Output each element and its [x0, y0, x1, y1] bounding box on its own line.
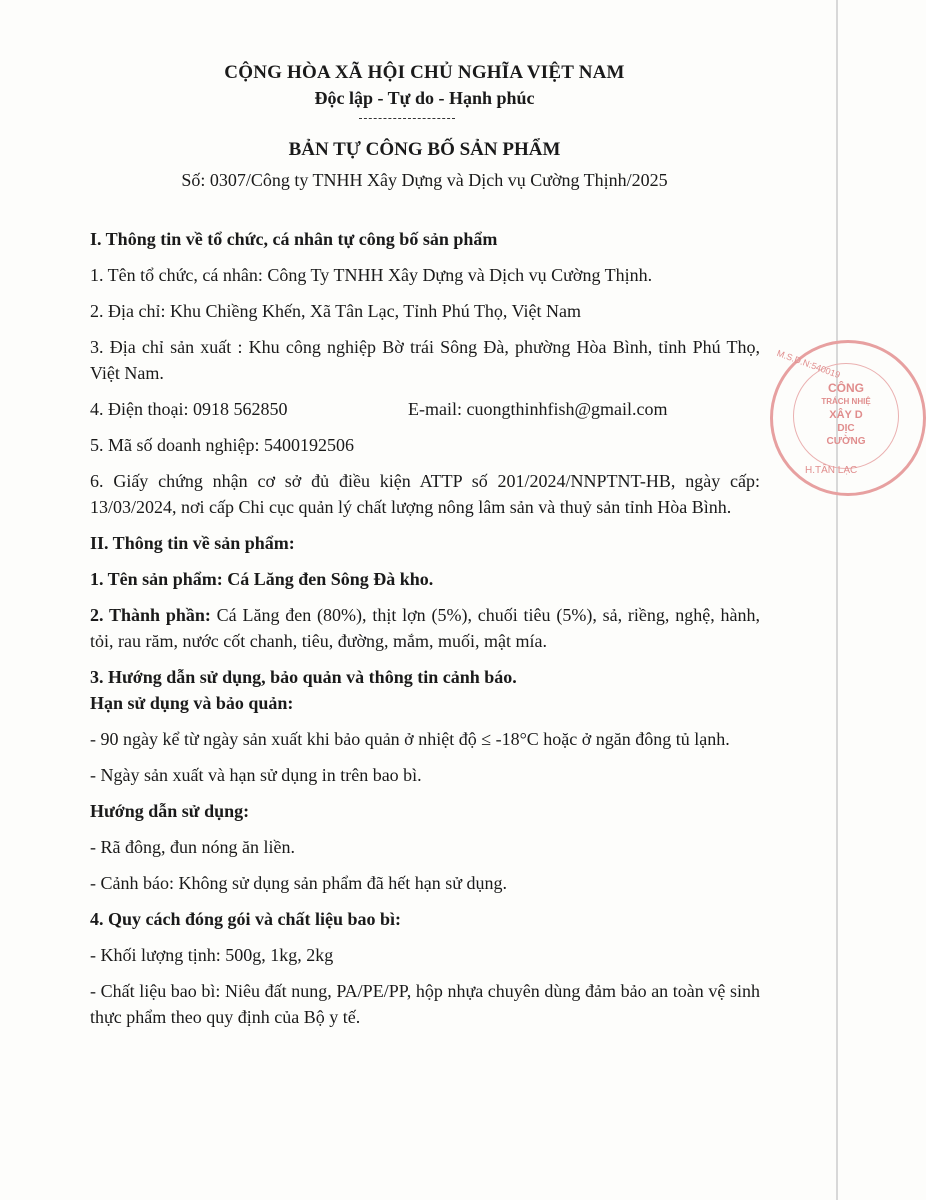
seal-tax-code: M.S.D.N:540019: [775, 348, 842, 381]
seal-line-3: XÂY D: [829, 409, 863, 421]
packing-title: 4. Quy cách đóng gói và chất liệu bao bì:: [90, 909, 402, 929]
ingredients: [90, 602, 760, 654]
shelf-life-title: Hạn sử dụng và bảo quản:: [90, 693, 294, 713]
food-safety-certificate: 6. Giấy chứng nhận cơ sở đủ điều kiện ATTP số 201/2024/NNPTNT-HB, ngày cấp: 13/03/2024, nơi cấp Chi cục quản lý chất lượng nông lâm sản và thuỷ sản tỉnh Hòa Bình.: [90, 471, 760, 517]
ingredients-text: Cá Lăng đen (80%), thịt lợn (5%), chuối tiêu (5%), sả, riềng, nghệ, hành, tỏi, rau răm, nước cốt chanh, tiêu, đường, mắm, muối, mật mía.: [90, 605, 760, 651]
company-seal-stamp: [770, 340, 926, 496]
seal-line-5: CƯỜNG: [826, 436, 866, 447]
production-address: 3. Địa chỉ sản xuất : Khu công nghiệp Bờ trái Sông Đà, phường Hòa Bình, tỉnh Phú Thọ, Việt Nam.: [90, 337, 760, 383]
net-weight: - Khối lượng tịnh: 500g, 1kg, 2kg: [90, 945, 334, 965]
motto: Độc lập - Tự do - Hạnh phúc: [314, 88, 535, 108]
warning: - Cảnh báo: Không sử dụng sản phẩm đã hết hạn sử dụng.: [90, 873, 507, 893]
shelf-life-1: - 90 ngày kể từ ngày sản xuất khi bảo quản ở nhiệt độ ≤ -18°C hoặc ở ngăn đông tủ lạnh.: [90, 729, 730, 749]
republic-header: CỘNG HÒA XÃ HỘI CHỦ NGHĨA VIỆT NAM: [224, 62, 625, 83]
shelf-life-2: - Ngày sản xuất và hạn sử dụng in trên bao bì.: [90, 765, 422, 785]
contact-row: [90, 396, 760, 422]
seal-location: H.TÂN LẠC: [805, 465, 858, 476]
section-1-title: I. Thông tin về tổ chức, cá nhân tự công bố sản phẩm: [90, 229, 498, 249]
seal-line-1: CÔNG: [828, 381, 864, 395]
product-name: 1. Tên sản phẩm: Cá Lăng đen Sông Đà kho.: [90, 569, 434, 589]
document-title: BẢN TỰ CÔNG BỐ SẢN PHẨM: [288, 139, 561, 160]
ingredients-label: 2. Thành phần:: [90, 605, 211, 625]
document-number: Số: 0307/Công ty TNHH Xây Dựng và Dịch vụ Cường Thịnh/2025: [181, 170, 668, 190]
packaging-material: - Chất liệu bao bì: Niêu đất nung, PA/PE/PP, hộp nhựa chuyên dùng đảm bảo an toàn vệ sinh thực phẩm theo quy định của Bộ y tế.: [90, 981, 760, 1027]
phone: 4. Điện thoại: 0918 562850: [90, 399, 288, 419]
org-address: 2. Địa chỉ: Khu Chiềng Khến, Xã Tân Lạc, Tỉnh Phú Thọ, Việt Nam: [90, 301, 582, 321]
usage-guide-1: - Rã đông, đun nóng ăn liền.: [90, 837, 295, 857]
usage-guide-title: Hướng dẫn sử dụng:: [90, 801, 250, 821]
seal-line-4: DỊC: [837, 423, 855, 434]
email: E-mail: cuongthinhfish@gmail.com: [408, 399, 668, 419]
document-body: [90, 226, 760, 1040]
tax-code: 5. Mã số doanh nghiệp: 5400192506: [90, 435, 354, 455]
usage-title: 3. Hướng dẫn sử dụng, bảo quản và thông tin cảnh báo.: [90, 667, 517, 687]
header-divider: [359, 118, 455, 119]
org-name: 1. Tên tổ chức, cá nhân: Công Ty TNHH Xây Dựng và Dịch vụ Cường Thịnh.: [90, 265, 653, 285]
section-2-title: II. Thông tin về sản phẩm:: [90, 533, 295, 553]
seal-line-2: TRÁCH NHIỆ: [821, 397, 871, 406]
